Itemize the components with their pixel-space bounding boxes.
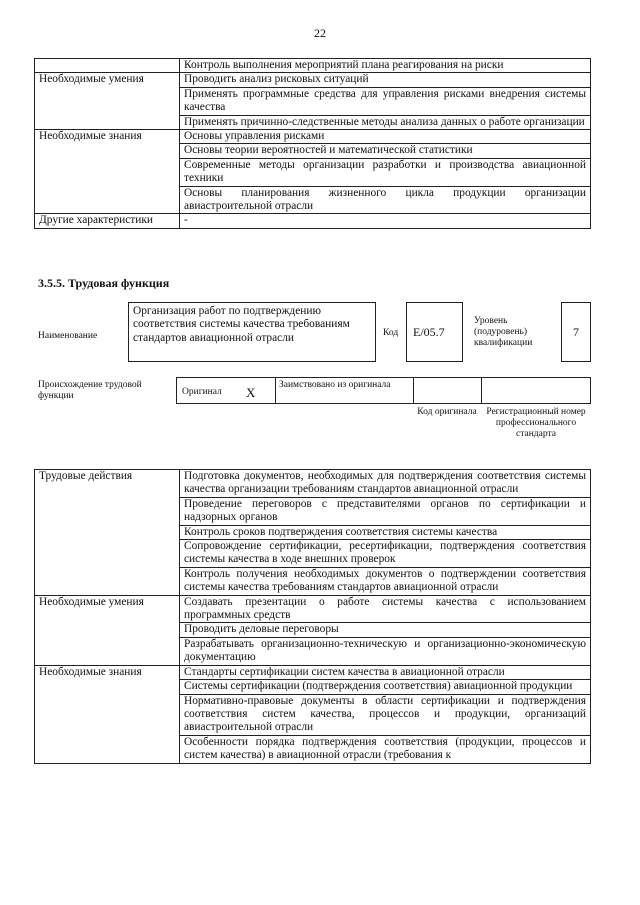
name-value: Организация работ по подтверждению соответствия системы качества требованиям стандартов авиационной отрасли bbox=[133, 305, 350, 344]
table-row bbox=[35, 73, 591, 87]
level-box bbox=[561, 302, 591, 362]
row-text: Сопровождение сертификации, ресертификации, подтверждения соответствия системы качества в ходе внешних проверок bbox=[180, 540, 591, 568]
table-row bbox=[35, 470, 591, 498]
reg-number-caption: Регистрационный номер профессионального стандарта bbox=[486, 407, 586, 439]
table-row bbox=[35, 665, 591, 679]
level-label: Уровень (подуровень) квалификации bbox=[474, 316, 533, 348]
row-text: Нормативно-правовые документы в области сертификации и подтверждения соответствия систем качества, процессов и продукции, организаций авиастроительной отрасли bbox=[180, 694, 591, 735]
row-text: Особенности порядка подтверждения соответствия (продукции, процессов и систем качества) в авиационной отрасли (требования к bbox=[180, 735, 591, 763]
row-label: Трудовые действия bbox=[35, 470, 180, 596]
row-text: Основы планирования жизненного цикла продукции организации авиастроительной отрасли bbox=[180, 186, 591, 214]
row-text: - bbox=[180, 214, 591, 228]
row-text: Основы управления рисками bbox=[180, 130, 591, 144]
row-label: Другие характеристики bbox=[35, 214, 180, 228]
level-value: 7 bbox=[573, 325, 579, 339]
origin-box bbox=[176, 377, 591, 404]
row-text: Контроль сроков подтверждения соответствия системы качества bbox=[180, 525, 591, 539]
row-text: Применять причинно-следственные методы анализа данных о работе организации bbox=[180, 115, 591, 129]
table-row bbox=[35, 59, 591, 73]
row-text: Основы теории вероятностей и математической статистики bbox=[180, 144, 591, 158]
borrowed-label: Заимствовано из оригинала bbox=[279, 380, 391, 390]
code-label: Код bbox=[383, 328, 399, 338]
divider bbox=[481, 378, 482, 403]
table-row bbox=[35, 214, 591, 228]
skills-knowledge-table-top bbox=[34, 58, 591, 229]
name-label: Наименование bbox=[38, 331, 98, 341]
name-box bbox=[128, 302, 376, 362]
row-label: Необходимые знания bbox=[35, 130, 180, 214]
row-label: Необходимые умения bbox=[35, 595, 180, 665]
divider bbox=[275, 378, 276, 403]
table-row bbox=[35, 595, 591, 623]
divider bbox=[413, 378, 414, 403]
row-text: Подготовка документов, необходимых для подтверждения соответствия системы качества организации требованиям стандартов авиационной отрасли bbox=[180, 470, 591, 498]
row-label: Необходимые знания bbox=[35, 665, 180, 763]
row-text: Контроль выполнения мероприятий плана реагирования на риски bbox=[180, 59, 591, 73]
row-text: Разрабатывать организационно-техническую и организационно-экономическую документацию bbox=[180, 637, 591, 665]
section-title: 3.5.5. Трудовая функция bbox=[38, 276, 170, 290]
table-row bbox=[35, 130, 591, 144]
page-number: 22 bbox=[314, 26, 326, 40]
row-text: Проводить деловые переговоры bbox=[180, 623, 591, 637]
original-mark: X bbox=[246, 385, 256, 400]
original-label: Оригинал bbox=[182, 387, 222, 397]
row-text: Создавать презентации о работе системы качества с использованием программных средств bbox=[180, 595, 591, 623]
labor-function-table bbox=[34, 469, 591, 764]
row-text: Стандарты сертификации систем качества в авиационной отрасли bbox=[180, 665, 591, 679]
row-text: Проводить анализ рисковых ситуаций bbox=[180, 73, 591, 87]
row-label bbox=[35, 59, 180, 73]
row-text: Применять программные средства для управления рисками внедрения системы качества bbox=[180, 87, 591, 115]
row-text: Современные методы организации разработки и производства авиационной техники bbox=[180, 158, 591, 186]
code-original-caption: Код оригинала bbox=[417, 407, 477, 417]
code-value: E/05.7 bbox=[413, 325, 445, 339]
origin-label: Происхождение трудовой функции bbox=[38, 380, 142, 401]
row-label: Необходимые умения bbox=[35, 73, 180, 130]
code-box bbox=[406, 302, 463, 362]
row-text: Контроль получения необходимых документов о подтверждении соответствия системы качества требованиям стандартов авиационной отрасли bbox=[180, 567, 591, 595]
row-text: Системы сертификации (подтверждения соответствия) авиационной продукции bbox=[180, 680, 591, 694]
row-text: Проведение переговоров с представителями органов по сертификации и надзорных органов bbox=[180, 497, 591, 525]
